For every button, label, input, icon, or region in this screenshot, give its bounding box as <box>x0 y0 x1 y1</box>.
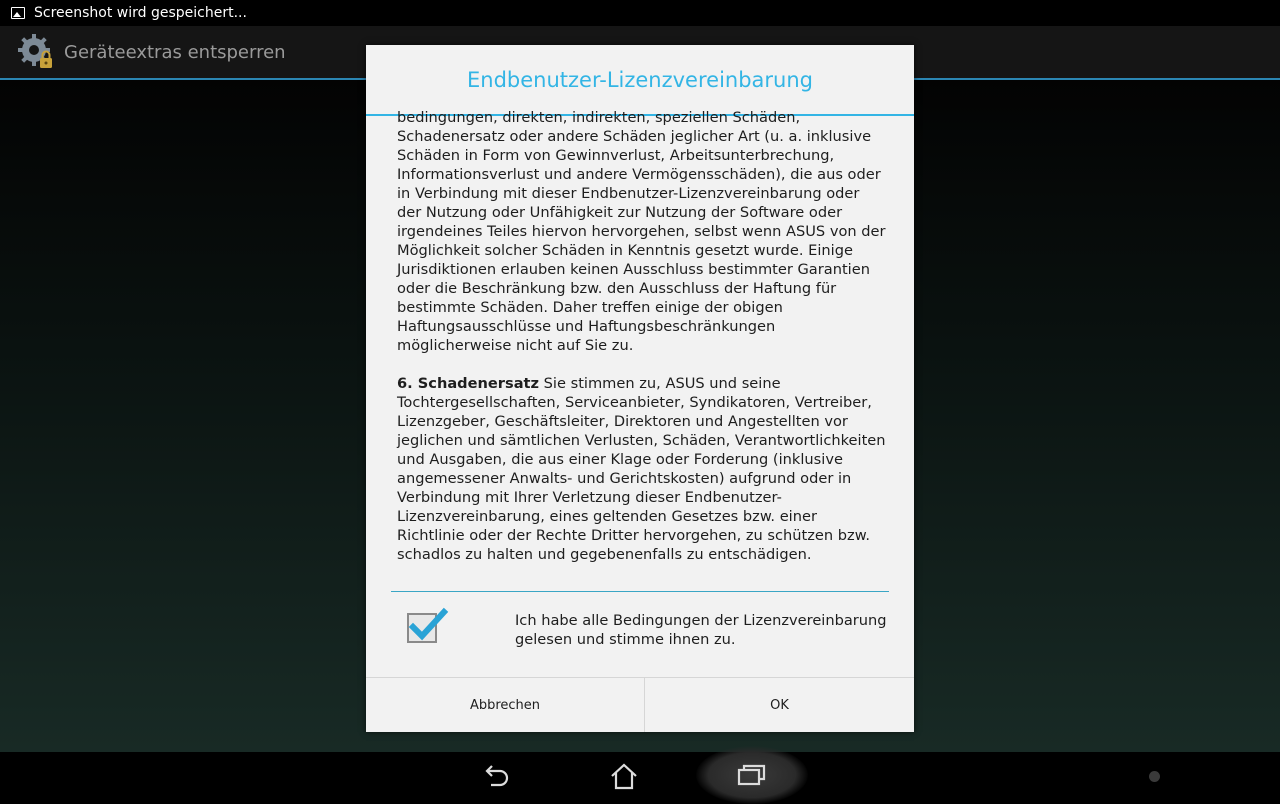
section-heading: 6. Schadenersatz <box>397 375 540 392</box>
back-icon <box>481 762 511 790</box>
gear-lock-icon <box>16 32 56 72</box>
section-text: Sie stimmen zu, ASUS und seine Tochtergesellschaften, Serviceanbieter, Syndikatoren, Vertreiber, Lizenzgeber, Geschäftsleiter, Direktoren und Angestellten vor jeglichen und sämtlichen Verlusten, Schäden, Verantwortlichkeiten und Ausgaben, die aus einer Klage oder Forderung (inklusive angemessener Anwalts- und Gerichtskosten) aufgrund oder in Verbindung mit Ihrer Verletzung dieser Endbenutzer-Lizenzvereinbarung, eines geltenden Gesetzes bzw. einer Richtlinie oder der Rechte Dritter hervorgehen, zu schützen bzw. schadlos zu halten und gegebenenfalls zu entschädigen. <box>397 375 886 563</box>
cancel-button[interactable]: Abbrechen <box>366 678 645 732</box>
agree-label[interactable]: Ich habe alle Bedingungen der Lizenzvereinbarung gelesen und stimme ihnen zu. <box>515 612 887 648</box>
app-title: Geräteextras entsperren <box>64 41 286 63</box>
ok-button[interactable]: OK <box>645 678 914 732</box>
status-dot-icon <box>1149 771 1160 782</box>
dialog-title: Endbenutzer-Lizenzvereinbarung <box>366 45 914 116</box>
home-icon <box>609 761 639 791</box>
recent-apps-button[interactable] <box>696 746 808 804</box>
back-button[interactable] <box>470 752 522 800</box>
agree-checkbox[interactable] <box>407 613 439 645</box>
license-paragraph: bedingungen, direkten, indirekten, speziellen Schäden, Schadenersatz oder andere Schäden jeglicher Art (u. a. inklusive Schäden in Form von Gewinnverlust, Arbeitsunterbrechung, Informationsverlust und andere Vermögensschäden), die aus oder in Verbindung mit dieser Endbenutzer-Lizenzvereinbarung oder der Nutzung oder Unfähigkeit zur Nutzung der Software oder irgendeines Teiles hiervon hervorgehen, selbst wenn ASUS von der Möglichkeit solcher Schäden in Kenntnis gesetzt wurde. Einige Jurisdiktionen erlauben keinen Ausschluss bestimmter Garantien oder die Beschränkung bzw. den Ausschluss der Haftung für bestimmte Schäden. Daher treffen einige der obigen Haftungsausschlüsse und Haftungsbeschränkungen möglicherweise nicht auf Sie zu. <box>397 109 886 354</box>
license-text <box>397 108 887 564</box>
dialog-buttons <box>366 677 914 732</box>
image-icon <box>11 7 25 19</box>
navigation-bar <box>0 752 1280 800</box>
agree-row[interactable] <box>366 605 914 665</box>
license-dialog <box>366 45 914 732</box>
license-section-6 <box>397 374 887 564</box>
recent-apps-icon <box>736 762 768 788</box>
checkmark-icon <box>408 607 448 643</box>
status-bar <box>0 0 1280 26</box>
license-text-scroll[interactable] <box>397 109 891 596</box>
home-button[interactable] <box>598 752 650 800</box>
status-notification-text: Screenshot wird gespeichert... <box>34 5 247 21</box>
divider <box>391 591 889 592</box>
